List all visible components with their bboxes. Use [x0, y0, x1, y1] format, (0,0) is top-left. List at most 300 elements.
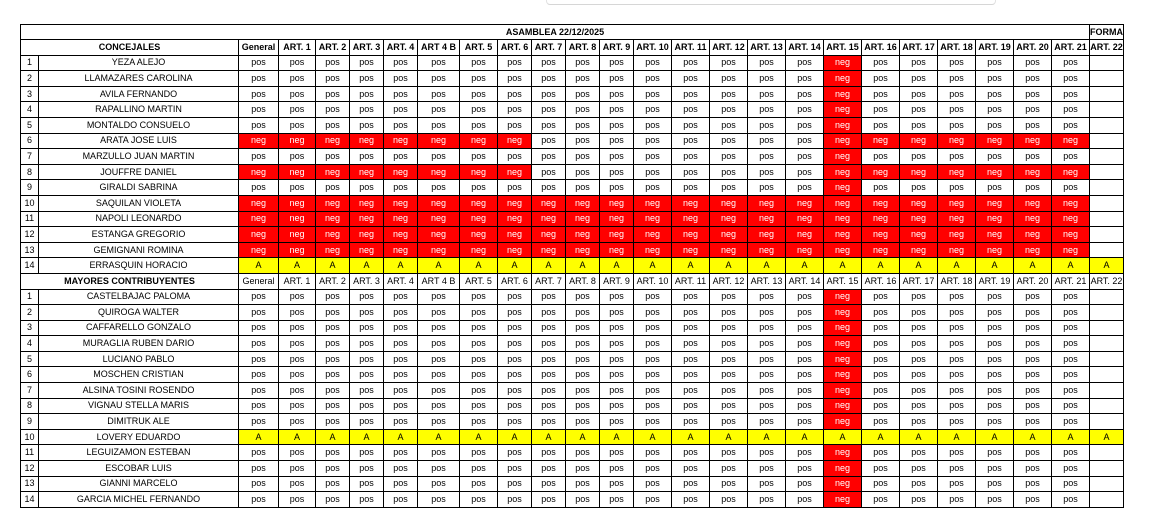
vote-cell[interactable]: pos	[1052, 476, 1090, 492]
vote-cell[interactable]: pos	[634, 71, 672, 87]
vote-cell[interactable]: pos	[634, 398, 672, 414]
vote-cell[interactable]: pos	[1014, 445, 1052, 461]
vote-cell[interactable]: pos	[600, 336, 634, 352]
vote-cell[interactable]: pos	[566, 289, 600, 305]
title-cell[interactable]: ASAMBLEA 22/12/2025	[21, 25, 1090, 40]
vote-cell[interactable]: pos	[316, 461, 350, 477]
vote-cell[interactable]: pos	[900, 86, 938, 102]
vote-cell[interactable]: neg	[634, 227, 672, 243]
vote-cell[interactable]: neg	[862, 211, 900, 227]
vote-cell[interactable]: pos	[279, 398, 316, 414]
vote-cell[interactable]: pos	[938, 86, 976, 102]
vote-cell[interactable]: pos	[634, 351, 672, 367]
vote-cell[interactable]: pos	[418, 445, 460, 461]
vote-cell[interactable]: pos	[862, 149, 900, 165]
vote-cell[interactable]: pos	[710, 133, 748, 149]
vote-cell[interactable]: neg	[460, 133, 498, 149]
vote-cell[interactable]: A	[1014, 258, 1052, 274]
vote-cell[interactable]: neg	[239, 164, 279, 180]
vote-cell[interactable]	[1090, 242, 1124, 258]
vote-cell[interactable]: pos	[862, 180, 900, 196]
column-header[interactable]: ART. 7	[532, 40, 566, 56]
vote-cell[interactable]: pos	[384, 149, 418, 165]
vote-cell[interactable]: pos	[1052, 149, 1090, 165]
vote-cell[interactable]: neg	[1014, 242, 1052, 258]
vote-cell[interactable]: pos	[316, 102, 350, 118]
vote-cell[interactable]: pos	[672, 461, 710, 477]
vote-cell[interactable]: pos	[566, 445, 600, 461]
vote-cell[interactable]: A	[1014, 429, 1052, 445]
vote-cell[interactable]: neg	[710, 227, 748, 243]
vote-cell[interactable]: pos	[786, 461, 824, 477]
vote-cell[interactable]: A	[498, 429, 532, 445]
vote-cell[interactable]: pos	[239, 55, 279, 71]
vote-cell[interactable]: pos	[460, 476, 498, 492]
vote-cell[interactable]: neg	[418, 133, 460, 149]
vote-cell[interactable]: A	[1090, 258, 1124, 274]
column-header[interactable]: ART 4 B	[418, 40, 460, 56]
vote-cell[interactable]: pos	[710, 414, 748, 430]
vote-cell[interactable]: pos	[498, 492, 532, 508]
vote-cell[interactable]: pos	[786, 414, 824, 430]
vote-cell[interactable]: pos	[279, 492, 316, 508]
vote-cell[interactable]: pos	[786, 492, 824, 508]
vote-cell[interactable]	[1090, 398, 1124, 414]
vote-cell[interactable]: pos	[566, 55, 600, 71]
vote-cell[interactable]	[1090, 195, 1124, 211]
row-number[interactable]: 11	[21, 211, 39, 227]
vote-cell[interactable]: pos	[350, 305, 384, 321]
vote-cell[interactable]: pos	[316, 398, 350, 414]
vote-cell[interactable]: A	[938, 429, 976, 445]
vote-cell[interactable]: pos	[279, 336, 316, 352]
vote-cell[interactable]: neg	[316, 195, 350, 211]
vote-cell[interactable]: pos	[418, 117, 460, 133]
vote-cell[interactable]: pos	[862, 398, 900, 414]
vote-cell[interactable]: neg	[1014, 164, 1052, 180]
vote-cell[interactable]: neg	[384, 195, 418, 211]
vote-cell[interactable]: pos	[418, 289, 460, 305]
vote-cell[interactable]: pos	[316, 445, 350, 461]
vote-cell[interactable]: pos	[1014, 180, 1052, 196]
vote-cell[interactable]: pos	[748, 102, 786, 118]
vote-cell[interactable]: neg	[824, 461, 862, 477]
vote-cell[interactable]: pos	[786, 367, 824, 383]
vote-cell[interactable]: pos	[900, 367, 938, 383]
vote-cell[interactable]: neg	[824, 211, 862, 227]
vote-cell[interactable]: pos	[460, 117, 498, 133]
vote-cell[interactable]: neg	[566, 227, 600, 243]
vote-cell[interactable]: pos	[600, 445, 634, 461]
vote-cell[interactable]: pos	[566, 164, 600, 180]
vote-cell[interactable]: pos	[1052, 55, 1090, 71]
vote-cell[interactable]: pos	[786, 117, 824, 133]
vote-cell[interactable]: pos	[350, 336, 384, 352]
vote-cell[interactable]: pos	[384, 55, 418, 71]
column-header[interactable]: ART. 12	[710, 40, 748, 56]
vote-cell[interactable]: pos	[900, 445, 938, 461]
vote-cell[interactable]: pos	[862, 461, 900, 477]
column-header[interactable]: ART. 8	[566, 273, 600, 289]
vote-cell[interactable]: neg	[1014, 195, 1052, 211]
vote-cell[interactable]: pos	[748, 383, 786, 399]
row-number[interactable]: 10	[21, 195, 39, 211]
vote-cell[interactable]: pos	[710, 102, 748, 118]
vote-cell[interactable]: pos	[1014, 367, 1052, 383]
row-number[interactable]: 13	[21, 242, 39, 258]
vote-cell[interactable]: neg	[938, 133, 976, 149]
vote-cell[interactable]: pos	[384, 476, 418, 492]
vote-cell[interactable]: pos	[418, 180, 460, 196]
vote-cell[interactable]: neg	[316, 227, 350, 243]
vote-cell[interactable]: neg	[938, 195, 976, 211]
vote-cell[interactable]: pos	[316, 351, 350, 367]
vote-cell[interactable]: pos	[672, 320, 710, 336]
vote-cell[interactable]: neg	[1052, 211, 1090, 227]
vote-cell[interactable]: pos	[710, 383, 748, 399]
vote-cell[interactable]: pos	[1052, 305, 1090, 321]
vote-cell[interactable]: pos	[498, 351, 532, 367]
column-header[interactable]: ART. 3	[350, 273, 384, 289]
vote-cell[interactable]: pos	[634, 320, 672, 336]
vote-cell[interactable]: pos	[566, 117, 600, 133]
vote-cell[interactable]: neg	[239, 227, 279, 243]
vote-cell[interactable]: pos	[976, 117, 1014, 133]
section-label[interactable]: CONCEJALES	[21, 40, 239, 56]
vote-cell[interactable]: pos	[900, 149, 938, 165]
vote-cell[interactable]: neg	[824, 383, 862, 399]
vote-cell[interactable]: neg	[384, 242, 418, 258]
vote-cell[interactable]: neg	[824, 398, 862, 414]
vote-cell[interactable]: pos	[460, 305, 498, 321]
vote-cell[interactable]: neg	[786, 242, 824, 258]
vote-cell[interactable]: pos	[239, 367, 279, 383]
vote-cell[interactable]	[1090, 351, 1124, 367]
vote-cell[interactable]: pos	[384, 71, 418, 87]
vote-cell[interactable]: pos	[532, 289, 566, 305]
vote-cell[interactable]: pos	[460, 351, 498, 367]
vote-cell[interactable]: pos	[600, 180, 634, 196]
vote-cell[interactable]: pos	[239, 414, 279, 430]
vote-cell[interactable]: pos	[279, 117, 316, 133]
vote-cell[interactable]: pos	[672, 117, 710, 133]
vote-cell[interactable]: A	[532, 429, 566, 445]
vote-cell[interactable]: pos	[672, 398, 710, 414]
vote-cell[interactable]: neg	[498, 195, 532, 211]
vote-cell[interactable]: neg	[532, 227, 566, 243]
vote-cell[interactable]: pos	[384, 398, 418, 414]
vote-cell[interactable]: pos	[786, 398, 824, 414]
vote-cell[interactable]: A	[279, 429, 316, 445]
vote-cell[interactable]: pos	[672, 492, 710, 508]
vote-cell[interactable]: pos	[1014, 383, 1052, 399]
vote-cell[interactable]: pos	[600, 305, 634, 321]
vote-cell[interactable]: pos	[710, 492, 748, 508]
vote-cell[interactable]: neg	[748, 195, 786, 211]
vote-cell[interactable]: pos	[316, 289, 350, 305]
vote-cell[interactable]: pos	[279, 383, 316, 399]
vote-cell[interactable]: pos	[748, 492, 786, 508]
vote-cell[interactable]: pos	[786, 383, 824, 399]
vote-cell[interactable]: pos	[1014, 149, 1052, 165]
vote-cell[interactable]: neg	[748, 227, 786, 243]
vote-cell[interactable]: pos	[672, 289, 710, 305]
vote-cell[interactable]: neg	[824, 336, 862, 352]
vote-cell[interactable]: neg	[634, 195, 672, 211]
member-name[interactable]: YEZA ALEJO	[39, 55, 239, 71]
column-header[interactable]: ART. 2	[316, 273, 350, 289]
vote-cell[interactable]: pos	[316, 414, 350, 430]
vote-cell[interactable]: pos	[498, 320, 532, 336]
vote-cell[interactable]: pos	[862, 351, 900, 367]
vote-cell[interactable]: pos	[1014, 414, 1052, 430]
member-name[interactable]: QUIROGA WALTER	[39, 305, 239, 321]
vote-cell[interactable]: pos	[976, 414, 1014, 430]
vote-cell[interactable]: A	[976, 258, 1014, 274]
vote-cell[interactable]: pos	[862, 336, 900, 352]
vote-cell[interactable]: neg	[498, 211, 532, 227]
row-number[interactable]: 7	[21, 383, 39, 399]
vote-cell[interactable]: neg	[824, 55, 862, 71]
vote-cell[interactable]: pos	[600, 55, 634, 71]
vote-cell[interactable]: pos	[900, 351, 938, 367]
vote-cell[interactable]: pos	[976, 180, 1014, 196]
vote-cell[interactable]: pos	[976, 398, 1014, 414]
vote-cell[interactable]: pos	[316, 492, 350, 508]
vote-cell[interactable]: pos	[316, 86, 350, 102]
vote-cell[interactable]: pos	[600, 86, 634, 102]
vote-cell[interactable]: pos	[460, 383, 498, 399]
vote-cell[interactable]: pos	[672, 149, 710, 165]
vote-cell[interactable]: pos	[498, 149, 532, 165]
vote-cell[interactable]: pos	[279, 461, 316, 477]
vote-cell[interactable]: neg	[1052, 227, 1090, 243]
vote-cell[interactable]: neg	[824, 305, 862, 321]
vote-cell[interactable]: pos	[239, 305, 279, 321]
vote-cell[interactable]: A	[900, 258, 938, 274]
vote-cell[interactable]: pos	[976, 86, 1014, 102]
vote-cell[interactable]: pos	[460, 180, 498, 196]
vote-cell[interactable]: pos	[748, 445, 786, 461]
vote-cell[interactable]: neg	[350, 164, 384, 180]
vote-cell[interactable]: pos	[566, 133, 600, 149]
vote-cell[interactable]: pos	[786, 289, 824, 305]
vote-cell[interactable]: pos	[634, 476, 672, 492]
vote-cell[interactable]: neg	[600, 227, 634, 243]
vote-cell[interactable]: neg	[239, 211, 279, 227]
vote-cell[interactable]: pos	[786, 102, 824, 118]
vote-cell[interactable]: pos	[532, 445, 566, 461]
vote-cell[interactable]: neg	[824, 351, 862, 367]
vote-cell[interactable]: pos	[566, 461, 600, 477]
vote-cell[interactable]: pos	[279, 71, 316, 87]
column-header[interactable]: ART. 19	[976, 273, 1014, 289]
vote-cell[interactable]: pos	[786, 55, 824, 71]
vote-cell[interactable]	[1090, 211, 1124, 227]
vote-cell[interactable]: pos	[710, 445, 748, 461]
vote-cell[interactable]: neg	[900, 133, 938, 149]
vote-cell[interactable]: pos	[938, 117, 976, 133]
vote-cell[interactable]: pos	[900, 305, 938, 321]
vote-cell[interactable]: neg	[460, 211, 498, 227]
vote-cell[interactable]: pos	[862, 320, 900, 336]
vote-cell[interactable]: pos	[672, 55, 710, 71]
vote-cell[interactable]: pos	[862, 86, 900, 102]
vote-cell[interactable]: pos	[384, 180, 418, 196]
vote-cell[interactable]: neg	[786, 211, 824, 227]
column-header[interactable]: ART. 14	[786, 40, 824, 56]
row-number[interactable]: 1	[21, 55, 39, 71]
vote-cell[interactable]: neg	[900, 164, 938, 180]
row-number[interactable]: 3	[21, 86, 39, 102]
section-label[interactable]: MAYORES CONTRIBUYENTES	[21, 273, 239, 289]
member-name[interactable]: CAFFARELLO GONZALO	[39, 320, 239, 336]
vote-cell[interactable]: pos	[350, 461, 384, 477]
vote-cell[interactable]: pos	[748, 320, 786, 336]
column-header[interactable]: ART. 16	[862, 40, 900, 56]
vote-cell[interactable]: pos	[938, 320, 976, 336]
vote-cell[interactable]: pos	[672, 336, 710, 352]
vote-cell[interactable]: pos	[279, 149, 316, 165]
vote-cell[interactable]: neg	[824, 289, 862, 305]
vote-cell[interactable]: pos	[862, 305, 900, 321]
vote-cell[interactable]: pos	[938, 445, 976, 461]
vote-cell[interactable]: pos	[418, 149, 460, 165]
vote-cell[interactable]: neg	[824, 476, 862, 492]
vote-cell[interactable]: neg	[1052, 195, 1090, 211]
vote-cell[interactable]: pos	[600, 164, 634, 180]
vote-cell[interactable]: pos	[532, 398, 566, 414]
vote-cell[interactable]: pos	[566, 383, 600, 399]
vote-cell[interactable]: pos	[532, 320, 566, 336]
vote-cell[interactable]: neg	[634, 242, 672, 258]
member-name[interactable]: DIMITRUK ALE	[39, 414, 239, 430]
vote-cell[interactable]: pos	[634, 414, 672, 430]
vote-cell[interactable]: pos	[900, 476, 938, 492]
vote-cell[interactable]: pos	[900, 398, 938, 414]
vote-cell[interactable]: A	[862, 258, 900, 274]
vote-cell[interactable]: pos	[786, 476, 824, 492]
vote-cell[interactable]: neg	[824, 180, 862, 196]
member-name[interactable]: MOSCHEN CRISTIAN	[39, 367, 239, 383]
vote-cell[interactable]	[1090, 476, 1124, 492]
row-number[interactable]: 2	[21, 71, 39, 87]
vote-cell[interactable]: neg	[279, 227, 316, 243]
vote-cell[interactable]: pos	[862, 55, 900, 71]
column-header[interactable]: ART. 20	[1014, 273, 1052, 289]
vote-cell[interactable]: pos	[566, 492, 600, 508]
vote-cell[interactable]: pos	[350, 86, 384, 102]
vote-cell[interactable]: pos	[566, 71, 600, 87]
column-header[interactable]: ART. 22	[1090, 273, 1124, 289]
vote-cell[interactable]: pos	[976, 102, 1014, 118]
vote-cell[interactable]: pos	[532, 414, 566, 430]
vote-cell[interactable]: neg	[824, 242, 862, 258]
vote-cell[interactable]: pos	[1014, 102, 1052, 118]
vote-cell[interactable]: pos	[532, 336, 566, 352]
vote-cell[interactable]: pos	[384, 367, 418, 383]
vote-cell[interactable]: pos	[600, 461, 634, 477]
vote-cell[interactable]: neg	[824, 320, 862, 336]
vote-cell[interactable]: pos	[279, 180, 316, 196]
vote-cell[interactable]: pos	[672, 367, 710, 383]
vote-cell[interactable]: pos	[862, 367, 900, 383]
member-name[interactable]: CASTELBAJAC PALOMA	[39, 289, 239, 305]
member-name[interactable]: GIRALDI SABRINA	[39, 180, 239, 196]
vote-cell[interactable]: pos	[634, 336, 672, 352]
member-name[interactable]: GEMIGNANI ROMINA	[39, 242, 239, 258]
vote-cell[interactable]: neg	[1052, 164, 1090, 180]
member-name[interactable]: LUCIANO PABLO	[39, 351, 239, 367]
vote-cell[interactable]: neg	[748, 242, 786, 258]
vote-cell[interactable]: neg	[239, 133, 279, 149]
vote-cell[interactable]: pos	[600, 117, 634, 133]
vote-cell[interactable]: pos	[710, 336, 748, 352]
vote-cell[interactable]	[1090, 164, 1124, 180]
row-number[interactable]: 14	[21, 492, 39, 508]
vote-cell[interactable]: neg	[976, 211, 1014, 227]
vote-cell[interactable]: pos	[418, 414, 460, 430]
member-name[interactable]: MARZULLO JUAN MARTIN	[39, 149, 239, 165]
vote-cell[interactable]: pos	[566, 398, 600, 414]
vote-cell[interactable]: pos	[350, 398, 384, 414]
vote-cell[interactable]: neg	[824, 414, 862, 430]
vote-cell[interactable]	[1090, 117, 1124, 133]
vote-cell[interactable]: neg	[862, 164, 900, 180]
vote-cell[interactable]: pos	[384, 102, 418, 118]
vote-cell[interactable]: pos	[316, 180, 350, 196]
vote-cell[interactable]: pos	[748, 476, 786, 492]
vote-cell[interactable]: pos	[786, 445, 824, 461]
vote-cell[interactable]: pos	[672, 305, 710, 321]
vote-cell[interactable]: pos	[786, 164, 824, 180]
vote-cell[interactable]: pos	[532, 351, 566, 367]
vote-cell[interactable]: pos	[532, 492, 566, 508]
vote-cell[interactable]: pos	[384, 117, 418, 133]
vote-cell[interactable]: pos	[418, 320, 460, 336]
column-header[interactable]: ART. 12	[710, 273, 748, 289]
row-number[interactable]: 5	[21, 351, 39, 367]
vote-cell[interactable]: pos	[498, 117, 532, 133]
vote-cell[interactable]: pos	[1014, 71, 1052, 87]
vote-cell[interactable]: pos	[350, 117, 384, 133]
row-number[interactable]: 10	[21, 429, 39, 445]
vote-cell[interactable]: pos	[384, 492, 418, 508]
vote-cell[interactable]: pos	[976, 149, 1014, 165]
vote-cell[interactable]: pos	[279, 102, 316, 118]
vote-cell[interactable]: pos	[938, 55, 976, 71]
vote-cell[interactable]: pos	[1014, 336, 1052, 352]
vote-cell[interactable]: pos	[418, 367, 460, 383]
vote-cell[interactable]: pos	[634, 461, 672, 477]
vote-cell[interactable]: pos	[600, 398, 634, 414]
vote-cell[interactable]: neg	[350, 211, 384, 227]
vote-cell[interactable]: pos	[672, 133, 710, 149]
vote-cell[interactable]: neg	[710, 242, 748, 258]
vote-cell[interactable]: A	[460, 258, 498, 274]
vote-cell[interactable]: pos	[862, 492, 900, 508]
vote-cell[interactable]: pos	[900, 320, 938, 336]
vote-cell[interactable]: pos	[862, 445, 900, 461]
vote-cell[interactable]: neg	[824, 195, 862, 211]
vote-cell[interactable]: A	[384, 258, 418, 274]
vote-cell[interactable]: pos	[976, 383, 1014, 399]
column-header[interactable]: ART. 15	[824, 40, 862, 56]
column-header[interactable]: ART. 5	[460, 273, 498, 289]
vote-cell[interactable]: neg	[976, 164, 1014, 180]
vote-cell[interactable]: pos	[634, 289, 672, 305]
member-name[interactable]: LEGUIZAMON ESTEBAN	[39, 445, 239, 461]
